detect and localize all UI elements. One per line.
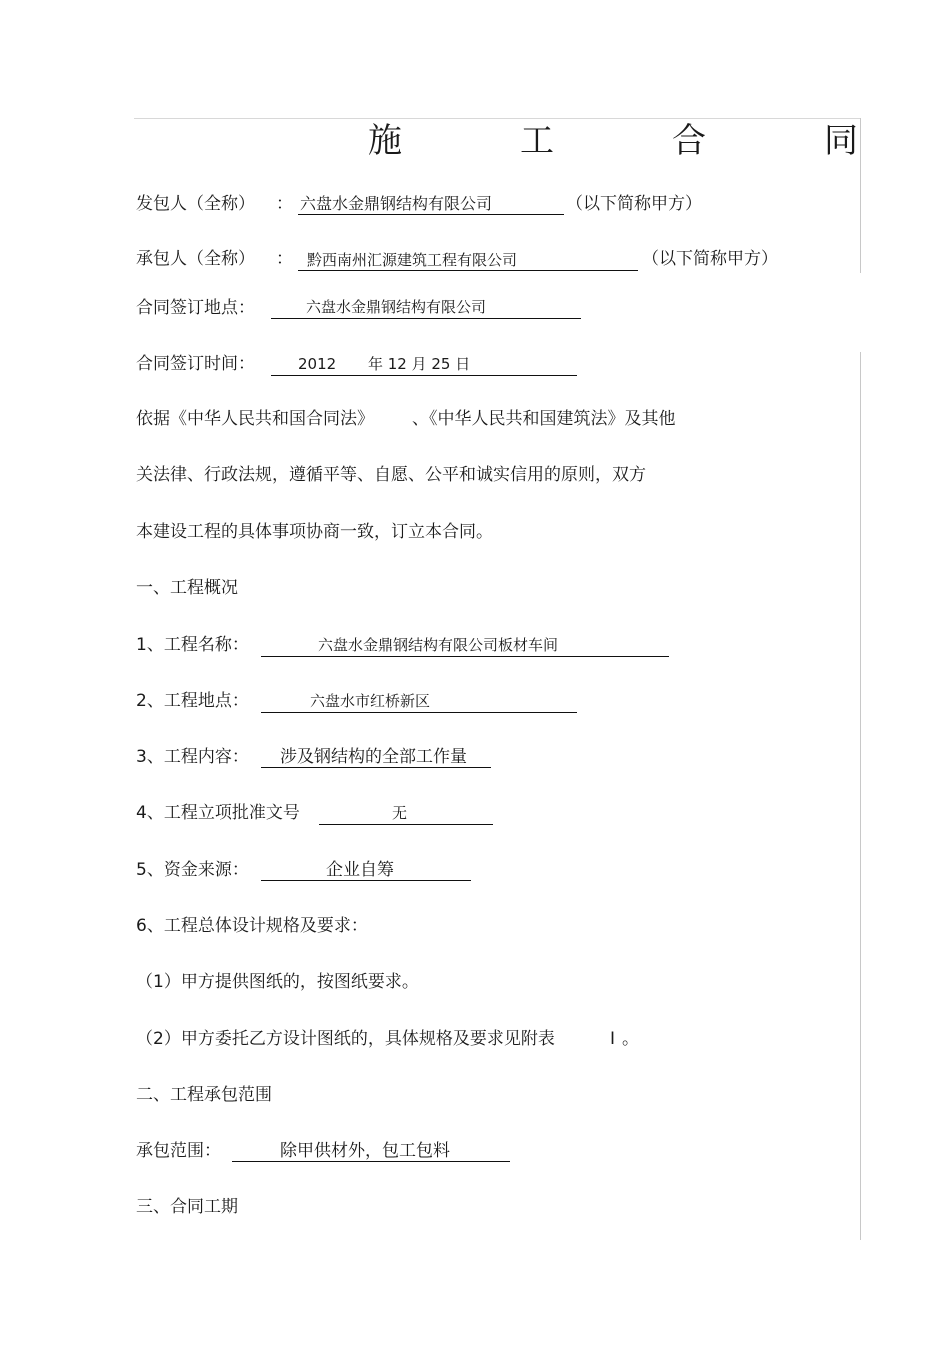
contractor-note: （以下简称甲方） — [642, 249, 778, 269]
design-item1: （1）甲方提供图纸的，按图纸要求。 — [136, 972, 419, 992]
design-item2: （2）甲方委托乙方设计图纸的，具体规格及要求见附表 — [136, 1029, 555, 1049]
sign-time-label: 合同签订时间： — [136, 354, 255, 374]
project-location-value: 六盘水市红桥新区 — [310, 692, 431, 710]
project-name-label: 1、工程名称： — [136, 635, 249, 655]
section2-heading: 二、工程承包范围 — [136, 1085, 272, 1105]
contractor-underline — [298, 270, 638, 271]
scope-value: 除甲供材外，包工包料 — [280, 1141, 450, 1161]
funding-value: 企业自筹 — [326, 860, 394, 880]
sign-date-rest: 年 12 月 25 日 — [368, 355, 471, 373]
project-content-value: 涉及钢结构的全部工作量 — [280, 747, 467, 767]
preamble-line2: 关法律、行政法规，遵循平等、自愿、公平和诚实信用的原则，双方 — [136, 465, 646, 485]
preamble-line3: 本建设工程的具体事项协商一致，订立本合同。 — [136, 522, 493, 542]
contractor-value: 黔西南州汇源建筑工程有限公司 — [307, 251, 518, 269]
approval-label: 4、工程立项批准文号 — [136, 803, 300, 823]
approval-value: 无 — [392, 804, 408, 822]
project-content-underline — [261, 767, 491, 768]
preamble-line1b: 、《中华人民共和国建筑法》及其他 — [412, 409, 676, 429]
design-item2-ref: I — [610, 1029, 616, 1049]
right-rule-lower — [860, 352, 861, 1240]
design-item2-end: 。 — [622, 1029, 639, 1049]
employer-colon: ： — [276, 194, 293, 214]
design-label: 6、工程总体设计规格及要求： — [136, 916, 368, 936]
funding-label: 5、资金来源： — [136, 860, 249, 880]
sign-place-value: 六盘水金鼎钢结构有限公司 — [306, 298, 487, 316]
section1-heading: 一、工程概况 — [136, 578, 238, 598]
title-char-4: 同 — [824, 121, 858, 161]
preamble-line1a: 依据《中华人民共和国合同法》 — [136, 409, 374, 429]
project-location-label: 2、工程地点： — [136, 691, 249, 711]
employer-label: 发包人（全称） — [136, 194, 255, 214]
employer-value: 六盘水金鼎钢结构有限公司 — [300, 194, 493, 213]
sign-time-underline — [271, 375, 577, 376]
top-rule — [134, 118, 860, 119]
project-name-underline — [261, 656, 669, 657]
project-location-underline — [261, 712, 577, 713]
project-name-value: 六盘水金鼎钢结构有限公司板材车间 — [318, 636, 559, 654]
title-char-3: 合 — [672, 121, 706, 161]
contractor-colon: ： — [276, 249, 293, 269]
employer-note: （以下简称甲方） — [566, 194, 702, 214]
approval-underline — [319, 824, 493, 825]
project-content-label: 3、工程内容： — [136, 747, 249, 767]
sign-place-label: 合同签订地点： — [136, 298, 255, 318]
right-rule-upper — [860, 118, 861, 273]
employer-underline — [298, 214, 564, 215]
sign-place-underline — [271, 318, 581, 319]
title-char-2: 工 — [520, 121, 554, 161]
title-char-1: 施 — [368, 121, 402, 161]
funding-underline — [261, 880, 471, 881]
scope-label: 承包范围： — [136, 1141, 221, 1161]
section3-heading: 三、合同工期 — [136, 1197, 238, 1217]
contractor-label: 承包人（全称） — [136, 249, 255, 269]
sign-year: 2012 — [298, 355, 337, 373]
scope-underline — [232, 1161, 510, 1162]
